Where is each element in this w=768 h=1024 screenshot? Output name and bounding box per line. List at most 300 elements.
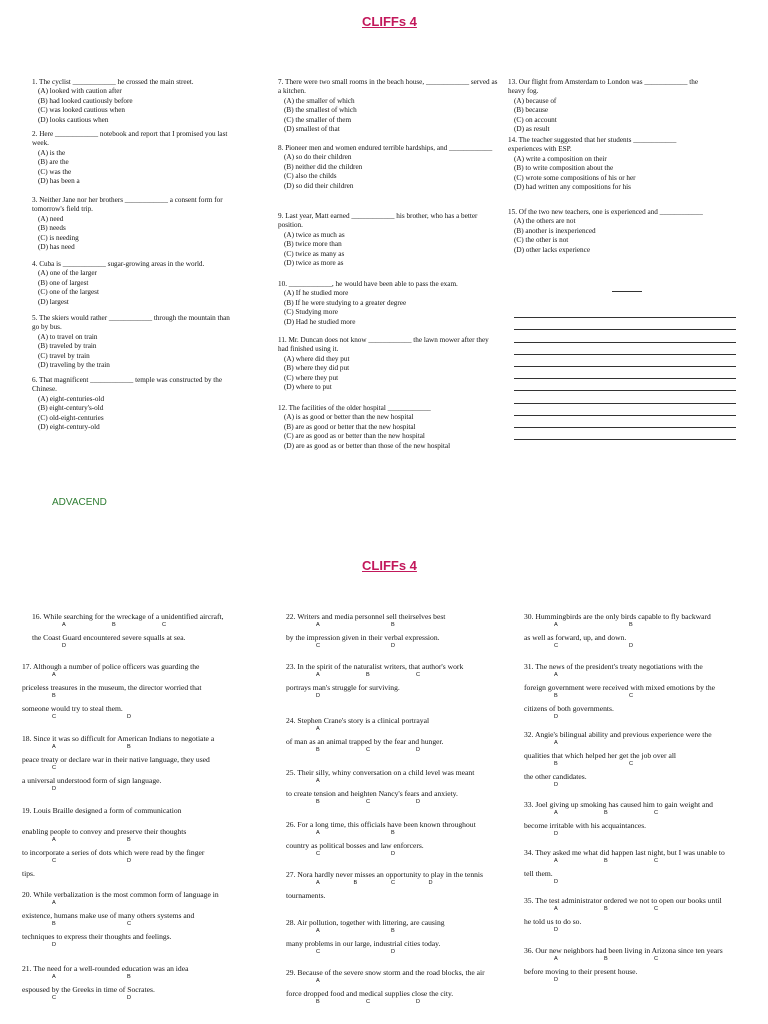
question-q33: [524, 794, 713, 836]
advacend-label: ADVACEND: [52, 497, 107, 508]
choice-letter[interactable]: D: [316, 693, 321, 699]
answer-option[interactable]: (D) so did their children: [284, 181, 354, 190]
question-line: [524, 863, 725, 884]
question-line: [286, 885, 483, 906]
question-line: [32, 627, 224, 648]
answer-option[interactable]: (D) eight-century-old: [38, 423, 100, 432]
question-text: to incorporate a series of dots which were read by the finger: [22, 848, 205, 857]
answer-option[interactable]: (C) also the childs: [284, 172, 337, 181]
choice-letter[interactable]: A: [52, 900, 56, 906]
question-text: 18. Since it was so difficult for American Indians to negotiate a: [22, 734, 215, 743]
question-line: [524, 606, 711, 627]
question-q26: [286, 814, 476, 856]
question-q30: [524, 606, 711, 648]
question-line: [22, 749, 214, 770]
answer-option[interactable]: (D) Had he studied more: [284, 317, 356, 326]
choice-letter[interactable]: B: [316, 747, 320, 753]
question-line: [32, 606, 224, 627]
question-text: techniques to express their thoughts and feelings.: [22, 932, 172, 941]
choice-letter[interactable]: C: [52, 714, 57, 720]
question-q36: [524, 940, 723, 982]
choice-letter[interactable]: A: [554, 906, 558, 912]
question-line: [22, 800, 204, 821]
question-text: 26. For a long time, this officials have been known throughout: [286, 820, 476, 829]
answer-option[interactable]: (B) If he were studying to a greater degree: [284, 298, 407, 307]
question-line: [524, 842, 725, 863]
question-text: force dropped food and medical supplies close the city.: [286, 989, 454, 998]
choice-letter[interactable]: D: [554, 714, 559, 720]
question-q25: [286, 762, 474, 804]
choice-letter[interactable]: D: [554, 879, 559, 885]
answer-option[interactable]: (B) are the: [38, 158, 69, 167]
choice-letter[interactable]: D: [416, 999, 421, 1005]
question-block: [278, 144, 500, 191]
choice-letter[interactable]: B: [127, 744, 131, 750]
question-stem: 1. The cyclist ____________ he crossed the main street.: [32, 78, 194, 86]
answer-option[interactable]: (A) one of the larger: [38, 269, 97, 278]
answer-option[interactable]: (A) eight-centuries-old: [38, 394, 105, 403]
choice-letter[interactable]: B: [604, 810, 608, 816]
choice-letter[interactable]: B: [112, 622, 116, 628]
answer-option[interactable]: (B) needs: [38, 224, 66, 233]
question-line: [524, 940, 723, 961]
choice-letter[interactable]: C: [316, 643, 321, 649]
question-block: [278, 404, 500, 451]
answer-line: [514, 306, 736, 318]
question-text: tournaments.: [286, 891, 326, 900]
choice-letter[interactable]: A: [316, 978, 320, 984]
question-stem: 8. Pioneer men and women endured terrible hardships, and ____________: [278, 144, 493, 152]
answer-option[interactable]: (D) looks cautious when: [38, 115, 109, 124]
answer-option[interactable]: (C) the other is not: [514, 236, 569, 245]
choice-letter[interactable]: B: [554, 693, 558, 699]
question-text: 16. While searching for the wreckage of a unidentified aircraft,: [32, 612, 224, 621]
choice-letter[interactable]: D: [416, 799, 421, 805]
choice-letter[interactable]: D: [127, 995, 132, 1001]
choice-letter[interactable]: B: [127, 837, 131, 843]
question-line: [286, 933, 445, 954]
question-text: 28. Air pollution, together with littering, are causing: [286, 918, 445, 927]
question-line: [524, 656, 715, 677]
choice-letter[interactable]: C: [366, 799, 371, 805]
answer-option[interactable]: (C) travel by train: [38, 351, 90, 360]
question-stem: 4. Cuba is ____________ sugar-growing areas in the world.: [32, 260, 205, 268]
question-block: [278, 78, 500, 134]
question-text: 27. Nora hardly never misses an opportunity to play in the tennis: [286, 870, 483, 879]
question-line: [22, 728, 214, 749]
question-line: [22, 979, 188, 1000]
question-q19: [22, 800, 204, 884]
answer-option[interactable]: (B) twice more than: [284, 240, 342, 249]
answer-option[interactable]: (A) is as good or better than the new hospital: [284, 413, 414, 422]
answer-option[interactable]: (D) other lacks experience: [514, 245, 591, 254]
choice-letter[interactable]: D: [127, 858, 132, 864]
answer-option[interactable]: (C) one of the largest: [38, 288, 99, 297]
question-text: existence, humans make use of many others systems and: [22, 911, 195, 920]
question-q18: [22, 728, 214, 791]
question-line: [22, 677, 201, 698]
question-text: 25. Their silly, whiny conversation on a child level was meant: [286, 768, 475, 777]
question-text: 22. Writers and media personnel sell theirselves best: [286, 612, 446, 621]
question-q23: [286, 656, 463, 698]
question-block: [508, 136, 708, 192]
question-line: [524, 961, 723, 982]
choice-letter[interactable]: A: [316, 928, 320, 934]
question-text: priceless treasures in the museum, the director worried that: [22, 683, 202, 692]
question-block: [278, 212, 500, 268]
question-line: [22, 905, 219, 926]
question-text: many problems in our large, industrial cities today.: [286, 939, 441, 948]
answer-option[interactable]: (A) the smaller of which: [284, 96, 355, 105]
question-q17: [22, 656, 201, 719]
choice-letter[interactable]: A: [316, 726, 320, 732]
question-stem: 12. The facilities of the older hospital ____________: [278, 404, 431, 412]
answer-option[interactable]: (A) twice as much as: [284, 230, 345, 239]
page-title-1: CLIFFs 4: [362, 14, 417, 29]
choice-letter[interactable]: A: [554, 956, 558, 962]
question-text: the Coast Guard encountered severe squalls at sea.: [32, 633, 186, 642]
question-text: qualities that which helped her get the job over all: [524, 751, 677, 760]
question-line: [524, 890, 722, 911]
question-text: 29. Because of the severe snow storm and the road blocks, the air: [286, 968, 485, 977]
question-block: [32, 78, 232, 125]
question-block: [278, 280, 500, 327]
answer-option[interactable]: (C) is needing: [38, 233, 79, 242]
choice-letter[interactable]: A: [52, 974, 56, 980]
question-stem: 5. The skiers would rather ____________ through the mountain than go by bus.: [32, 314, 230, 332]
question-text: 20. While verbalization is the most common form of language in: [22, 890, 219, 899]
choice-letter[interactable]: C: [162, 622, 167, 628]
question-text: 34. They asked me what did happen last night, but I was unable to: [524, 848, 725, 857]
choice-letter[interactable]: C: [366, 747, 371, 753]
question-line: [286, 710, 444, 731]
question-q28: [286, 912, 445, 954]
answer-line: [514, 428, 736, 440]
answer-line: [514, 416, 736, 428]
choice-letter[interactable]: D: [629, 643, 634, 649]
choice-letter[interactable]: C: [629, 693, 634, 699]
choice-letter[interactable]: C: [127, 921, 132, 927]
choice-letter[interactable]: D: [127, 714, 132, 720]
answer-option[interactable]: (C) was the: [38, 167, 72, 176]
answer-option[interactable]: (B) because: [514, 106, 549, 115]
answer-line: [514, 318, 736, 330]
question-text: tell them.: [524, 869, 553, 878]
answer-option[interactable]: (B) traveled by train: [38, 342, 97, 351]
question-line: [524, 698, 715, 719]
question-block: [508, 78, 708, 134]
answer-option[interactable]: (A) where did they put: [284, 354, 350, 363]
question-text: 17. Although a number of police officers was guarding the: [22, 662, 200, 671]
question-text: he told us to do so.: [524, 917, 582, 926]
question-text: as well as forward, up, and down.: [524, 633, 627, 642]
answer-option[interactable]: (B) one of largest: [38, 278, 89, 287]
question-stem: 6. That magnificent ____________ temple was constructed by the Chinese.: [32, 376, 223, 394]
answer-option[interactable]: (B) are as good or better that the new hospital: [284, 422, 416, 431]
choice-letter[interactable]: D: [391, 643, 396, 649]
question-line: [286, 864, 483, 885]
answer-line: [514, 391, 736, 403]
answer-line: [514, 343, 736, 355]
answer-option[interactable]: (A) so do their children: [284, 153, 352, 162]
question-text: 35. The test administrator ordered we not to open our books until: [524, 896, 722, 905]
question-q31: [524, 656, 715, 719]
question-line: [524, 677, 715, 698]
choice-letter[interactable]: B: [629, 622, 633, 628]
choice-letter[interactable]: B: [391, 622, 395, 628]
question-line: [22, 884, 219, 905]
choice-letter[interactable]: C: [52, 765, 57, 771]
question-text: 32. Angie's bilingual ability and previous experience were the: [524, 730, 712, 739]
answer-option[interactable]: (B) eight-century's-old: [38, 404, 104, 413]
answer-option[interactable]: (C) twice as many as: [284, 249, 345, 258]
choice-letter[interactable]: B: [316, 999, 320, 1005]
answer-line: [514, 330, 736, 342]
question-line: [22, 863, 204, 884]
question-line: [524, 627, 711, 648]
question-text: before moving to their present house.: [524, 967, 638, 976]
choice-letter[interactable]: C: [654, 810, 659, 816]
choice-letter[interactable]: A: [554, 672, 558, 678]
answer-option[interactable]: (D) traveling by the train: [38, 361, 110, 370]
choice-letter[interactable]: D: [554, 782, 559, 788]
choice-letter[interactable]: D: [554, 977, 559, 983]
question-line: [286, 627, 445, 648]
question-q35: [524, 890, 722, 932]
question-line: [524, 815, 713, 836]
choice-letter[interactable]: B: [554, 761, 558, 767]
question-q20: [22, 884, 219, 947]
answer-option[interactable]: (D) largest: [38, 297, 69, 306]
answer-option[interactable]: (C) wrote some compositions of his or her: [514, 173, 636, 182]
choice-letter[interactable]: C: [52, 995, 57, 1001]
answer-option[interactable]: (D) has been a: [38, 177, 80, 186]
question-text: portrays man's struggle for surviving.: [286, 683, 400, 692]
answer-option[interactable]: (A) write a composition on their: [514, 154, 607, 163]
choice-letter[interactable]: C: [654, 956, 659, 962]
answer-line: [514, 404, 736, 416]
page-title-2: CLIFFs 4: [362, 558, 417, 573]
answer-option[interactable]: (A) is the: [38, 148, 66, 157]
choice-letter[interactable]: C: [416, 672, 421, 678]
question-text: of man as an animal trapped by the fear and hunger.: [286, 737, 444, 746]
answer-line: [514, 355, 736, 367]
question-line: [524, 745, 712, 766]
answer-option[interactable]: (A) looked with caution after: [38, 87, 122, 96]
question-line: [286, 731, 444, 752]
choice-letter[interactable]: B: [391, 830, 395, 836]
question-text: 33. Joel giving up smoking has caused him to gain weight and: [524, 800, 713, 809]
question-text: espoused by the Greeks in time of Socrates.: [22, 985, 155, 994]
choice-letter[interactable]: A: [62, 622, 66, 628]
question-line: [286, 912, 445, 933]
question-q24: [286, 710, 444, 752]
question-text: 23. In the spirit of the naturalist writers, that author's work: [286, 662, 464, 671]
question-q16: [32, 606, 224, 648]
question-line: [22, 958, 188, 979]
question-line: [286, 783, 474, 804]
choice-letter[interactable]: C: [554, 643, 559, 649]
question-block: [32, 196, 232, 252]
choice-letter[interactable]: B: [353, 880, 358, 886]
answer-option[interactable]: (C) the smaller of them: [284, 115, 352, 124]
question-stem: 2. Here ____________ notebook and report that I promised you last week.: [32, 130, 228, 148]
question-block: [32, 260, 232, 307]
question-text: tips.: [22, 869, 35, 878]
question-q29: [286, 962, 485, 1004]
question-stem: 9. Last year, Matt earned ____________ his brother, who has a better position.: [278, 212, 478, 230]
question-line: [22, 656, 201, 677]
answer-line: [514, 379, 736, 391]
choice-letter[interactable]: C: [52, 858, 57, 864]
choice-letter[interactable]: A: [316, 830, 320, 836]
question-stem: 3. Neither Jane nor her brothers ____________ a consent form for tomorrow's field trip.: [32, 196, 223, 214]
answer-option[interactable]: (C) was looked cautious when: [38, 106, 126, 115]
choice-letter[interactable]: C: [629, 761, 634, 767]
answer-option[interactable]: (D) smallest of that: [284, 125, 340, 134]
choice-letter[interactable]: D: [391, 851, 396, 857]
question-text: 30. Hummingbirds are the only birds capable to fly backward: [524, 612, 711, 621]
question-line: [524, 724, 712, 745]
choice-letter[interactable]: A: [316, 880, 320, 886]
answer-option[interactable]: (A) need: [38, 214, 64, 223]
answer-option[interactable]: (D) where to put: [284, 383, 332, 392]
choice-letter[interactable]: A: [554, 858, 558, 864]
question-stem: 13. Our flight from Amsterdam to London was ____________ the heavy fog.: [508, 78, 699, 96]
question-line: [524, 911, 722, 932]
answer-option[interactable]: (C) where they put: [284, 373, 339, 382]
answer-option[interactable]: (D) has need: [38, 243, 75, 252]
answer-option[interactable]: (B) to write composition about the: [514, 164, 614, 173]
question-line: [286, 762, 474, 783]
question-line: [286, 814, 476, 835]
choice-letter[interactable]: A: [554, 810, 558, 816]
answer-option[interactable]: (D) are as good as or better than those of the new hospital: [284, 441, 451, 450]
answer-option[interactable]: (D) twice as more as: [284, 259, 344, 268]
choice-letter[interactable]: D: [416, 747, 421, 753]
answer-option[interactable]: (D) had written any compositions for his: [514, 183, 631, 192]
answer-option[interactable]: (C) old-eight-centuries: [38, 413, 104, 422]
answer-option[interactable]: (C) are as good as or better than the new hospital: [284, 432, 425, 441]
choice-letter[interactable]: C: [391, 880, 396, 886]
question-block: [32, 130, 232, 186]
question-stem: 10. ____________, he would have been able to pass the exam.: [278, 280, 458, 288]
answer-option[interactable]: (C) Studying more: [284, 308, 338, 317]
question-block: [32, 376, 232, 432]
question-q22: [286, 606, 445, 648]
choice-letter[interactable]: D: [554, 927, 559, 933]
question-stem: 14. The teacher suggested that her students ____________ experiences with ESP.: [508, 136, 677, 154]
question-block: [508, 208, 708, 255]
choice-letter[interactable]: D: [391, 949, 396, 955]
choice-letter[interactable]: D: [52, 942, 57, 948]
choice-letter[interactable]: D: [428, 880, 433, 886]
choice-letter[interactable]: C: [366, 999, 371, 1005]
choice-letter[interactable]: B: [127, 974, 131, 980]
answer-lines: [514, 306, 736, 440]
answer-option[interactable]: (B) had looked cautiously before: [38, 96, 133, 105]
answer-short-line: [612, 291, 642, 292]
question-text: citizens of both governments.: [524, 704, 614, 713]
choice-letter[interactable]: B: [52, 921, 56, 927]
question-text: 19. Louis Braille designed a form of communication: [22, 806, 182, 815]
question-line: [286, 656, 463, 677]
choice-letter[interactable]: A: [316, 622, 320, 628]
question-line: [22, 842, 204, 863]
question-line: [524, 794, 713, 815]
question-text: 21. The need for a well-rounded education was an idea: [22, 964, 189, 973]
question-block: [278, 336, 500, 392]
answer-option[interactable]: (B) where they did put: [284, 364, 350, 373]
choice-letter[interactable]: D: [52, 786, 57, 792]
question-line: [286, 835, 476, 856]
question-line: [286, 606, 445, 627]
choice-letter[interactable]: B: [604, 956, 608, 962]
question-line: [22, 698, 201, 719]
question-line: [286, 962, 485, 983]
answer-option[interactable]: (B) another is inexperienced: [514, 226, 596, 235]
choice-letter[interactable]: B: [604, 858, 608, 864]
question-text: become irritable with his acquaintances.: [524, 821, 647, 830]
question-text: country as political bosses and law enforcers.: [286, 841, 424, 850]
choice-letter[interactable]: A: [52, 672, 56, 678]
choice-letter[interactable]: A: [52, 837, 56, 843]
question-stem: 11. Mr. Duncan does not know ____________ the lawn mower after they had finished using it.: [278, 336, 489, 354]
choice-letter[interactable]: A: [316, 778, 320, 784]
answer-option[interactable]: (A) because of: [514, 96, 557, 105]
question-text: peace treaty or declare war in their native language, they used: [22, 755, 210, 764]
question-text: someone would try to steal them.: [22, 704, 123, 713]
question-text: the other candidates.: [524, 772, 587, 781]
answer-option[interactable]: (B) neither did the children: [284, 162, 363, 171]
choice-letter[interactable]: A: [554, 622, 558, 628]
question-stem: 15. Of the two new teachers, one is experienced and ____________: [508, 208, 703, 216]
question-text: to create tension and heighten Nancy's fears and anxiety.: [286, 789, 458, 798]
choice-letter[interactable]: D: [554, 831, 559, 837]
question-text: foreign government were received with mixed emotions by the: [524, 683, 716, 692]
question-q32: [524, 724, 712, 787]
answer-line: [514, 367, 736, 379]
question-q27: [286, 864, 483, 906]
choice-letter[interactable]: A: [316, 672, 320, 678]
choice-letter[interactable]: C: [316, 949, 321, 955]
question-line: [22, 770, 214, 791]
question-text: by the impression given in their verbal expression.: [286, 633, 440, 642]
choice-letter[interactable]: B: [604, 906, 608, 912]
question-line: [22, 821, 204, 842]
choice-letter[interactable]: C: [654, 858, 659, 864]
choice-letter[interactable]: C: [316, 851, 321, 857]
answer-option[interactable]: (B) the smallest of which: [284, 106, 357, 115]
question-block: [32, 314, 232, 370]
answer-option[interactable]: (A) If he studied more: [284, 289, 349, 298]
answer-option[interactable]: (C) on account: [514, 115, 557, 124]
answer-option[interactable]: (D) as result: [514, 125, 550, 134]
question-q21: [22, 958, 188, 1000]
choice-letter[interactable]: B: [52, 693, 56, 699]
choice-letter[interactable]: B: [366, 672, 370, 678]
question-stem: 7. There were two small rooms in the beach house, ____________ served as a kitchen.: [278, 78, 498, 96]
choice-letter[interactable]: A: [554, 740, 558, 746]
choice-letter[interactable]: C: [654, 906, 659, 912]
question-line: [286, 677, 463, 698]
choice-letter[interactable]: B: [391, 928, 395, 934]
choice-letter[interactable]: D: [62, 643, 67, 649]
answer-option[interactable]: (A) to travel on train: [38, 332, 98, 341]
choice-letter[interactable]: A: [52, 744, 56, 750]
choice-letter[interactable]: B: [316, 799, 320, 805]
answer-option[interactable]: (A) the others are not: [514, 217, 576, 226]
